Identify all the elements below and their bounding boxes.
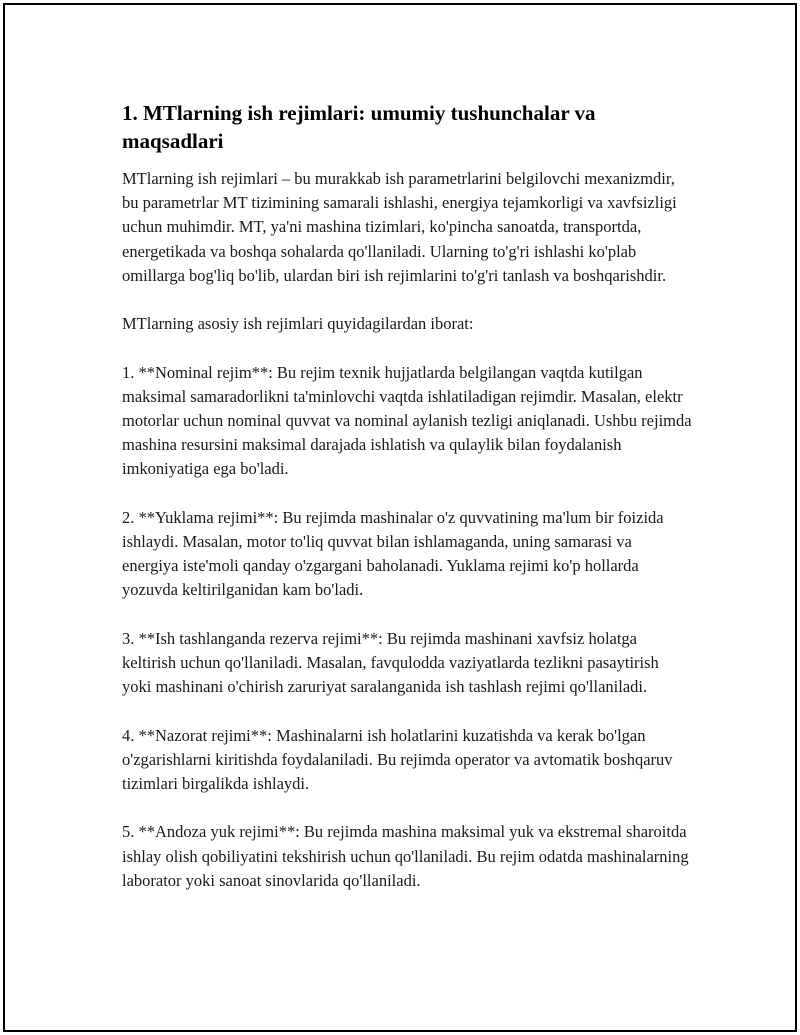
intro-paragraph: MTlarning ish rejimlari – bu murakkab ish parametrlarini belgilovchi mexanizmdir, bu parametrlar MT tizimining samarali ishlashi, energiya tejamkorligi va xavfsizligi uchun muhimdir. MT, ya'ni mashina tizimlari, ko'pincha sanoatda, transportda, energetikada va boshqa sohalarda qo'llaniladi. Ularning to'g'ri ishlashi ko'plab omillarga bog'liq bo'lib, ulardan biri ish rejimlarini to'g'ri tanlash va boshqarishdir.: [122, 169, 677, 285]
list-item-nazorat: 4. **Nazorat rejimi**: Mashinalarni ish holatlarini kuzatishda va kerak bo'lgan o'zgarishlarni kiritishda foydalaniladi. Bu rejimda operator va avtomatik boshqaruv tizimlari birgalikda ishlaydi.: [122, 725, 673, 793]
list-item-andoza: 5. **Andoza yuk rejimi**: Bu rejimda mashina maksimal yuk va ekstremal sharoitda ishlay olish qobiliyatini tekshirish uchun qo'llaniladi. Bu rejim odatda mashinalarning laborator yoki sanoat sinovlarida qo'llaniladi.: [122, 822, 689, 890]
list-intro-paragraph: MTlarning asosiy ish rejimlari quyidagilardan iborat:: [122, 314, 474, 334]
list-item-yuklama: 2. **Yuklama rejimi**: Bu rejimda mashinalar o'z quvvatining ma'lum bir foizida ishlaydi. Masalan, motor to'liq quvvat bilan ishlamaganda, uning samarasi va energiya iste'moli qanday o'zgargani baholanadi. Yuklama rejimi ko'p hollarda yozuvda keltirilganidan kam bo'ladi.: [122, 507, 664, 600]
list-item-rezerva: 3. **Ish tashlanganda rezerva rejimi**: Bu rejimda mashinani xavfsiz holatga keltirish uchun qo'llaniladi. Masalan, favqulodda vaziyatlarda tezlikni pasaytirish yoki mashinani o'chirish zaruriyat saralanganida ish tashlash rejimi qo'llaniladi.: [122, 628, 659, 697]
list-item-nominal: 1. **Nominal rejim**: Bu rejim texnik hujjatlarda belgilangan vaqtda kutilgan maksimal samaradorlikni ta'minlovchi vaqtda ishlatiladigan rejimdir. Masalan, elektr motorlar uchun nominal quvvat va nominal aylanish tezligi aniqlanadi. Ushbu rejimda mashina resursini maksimal darajada ishlatish va qulaylik bilan foydalanish imkoniyatiga ega bo'ladi.: [122, 362, 692, 479]
document-body: [122, 99, 692, 917]
page-frame: [3, 3, 797, 1032]
document-title: 1. MTlarning ish rejimlari: umumiy tushunchalar va maqsadlari: [122, 101, 596, 153]
